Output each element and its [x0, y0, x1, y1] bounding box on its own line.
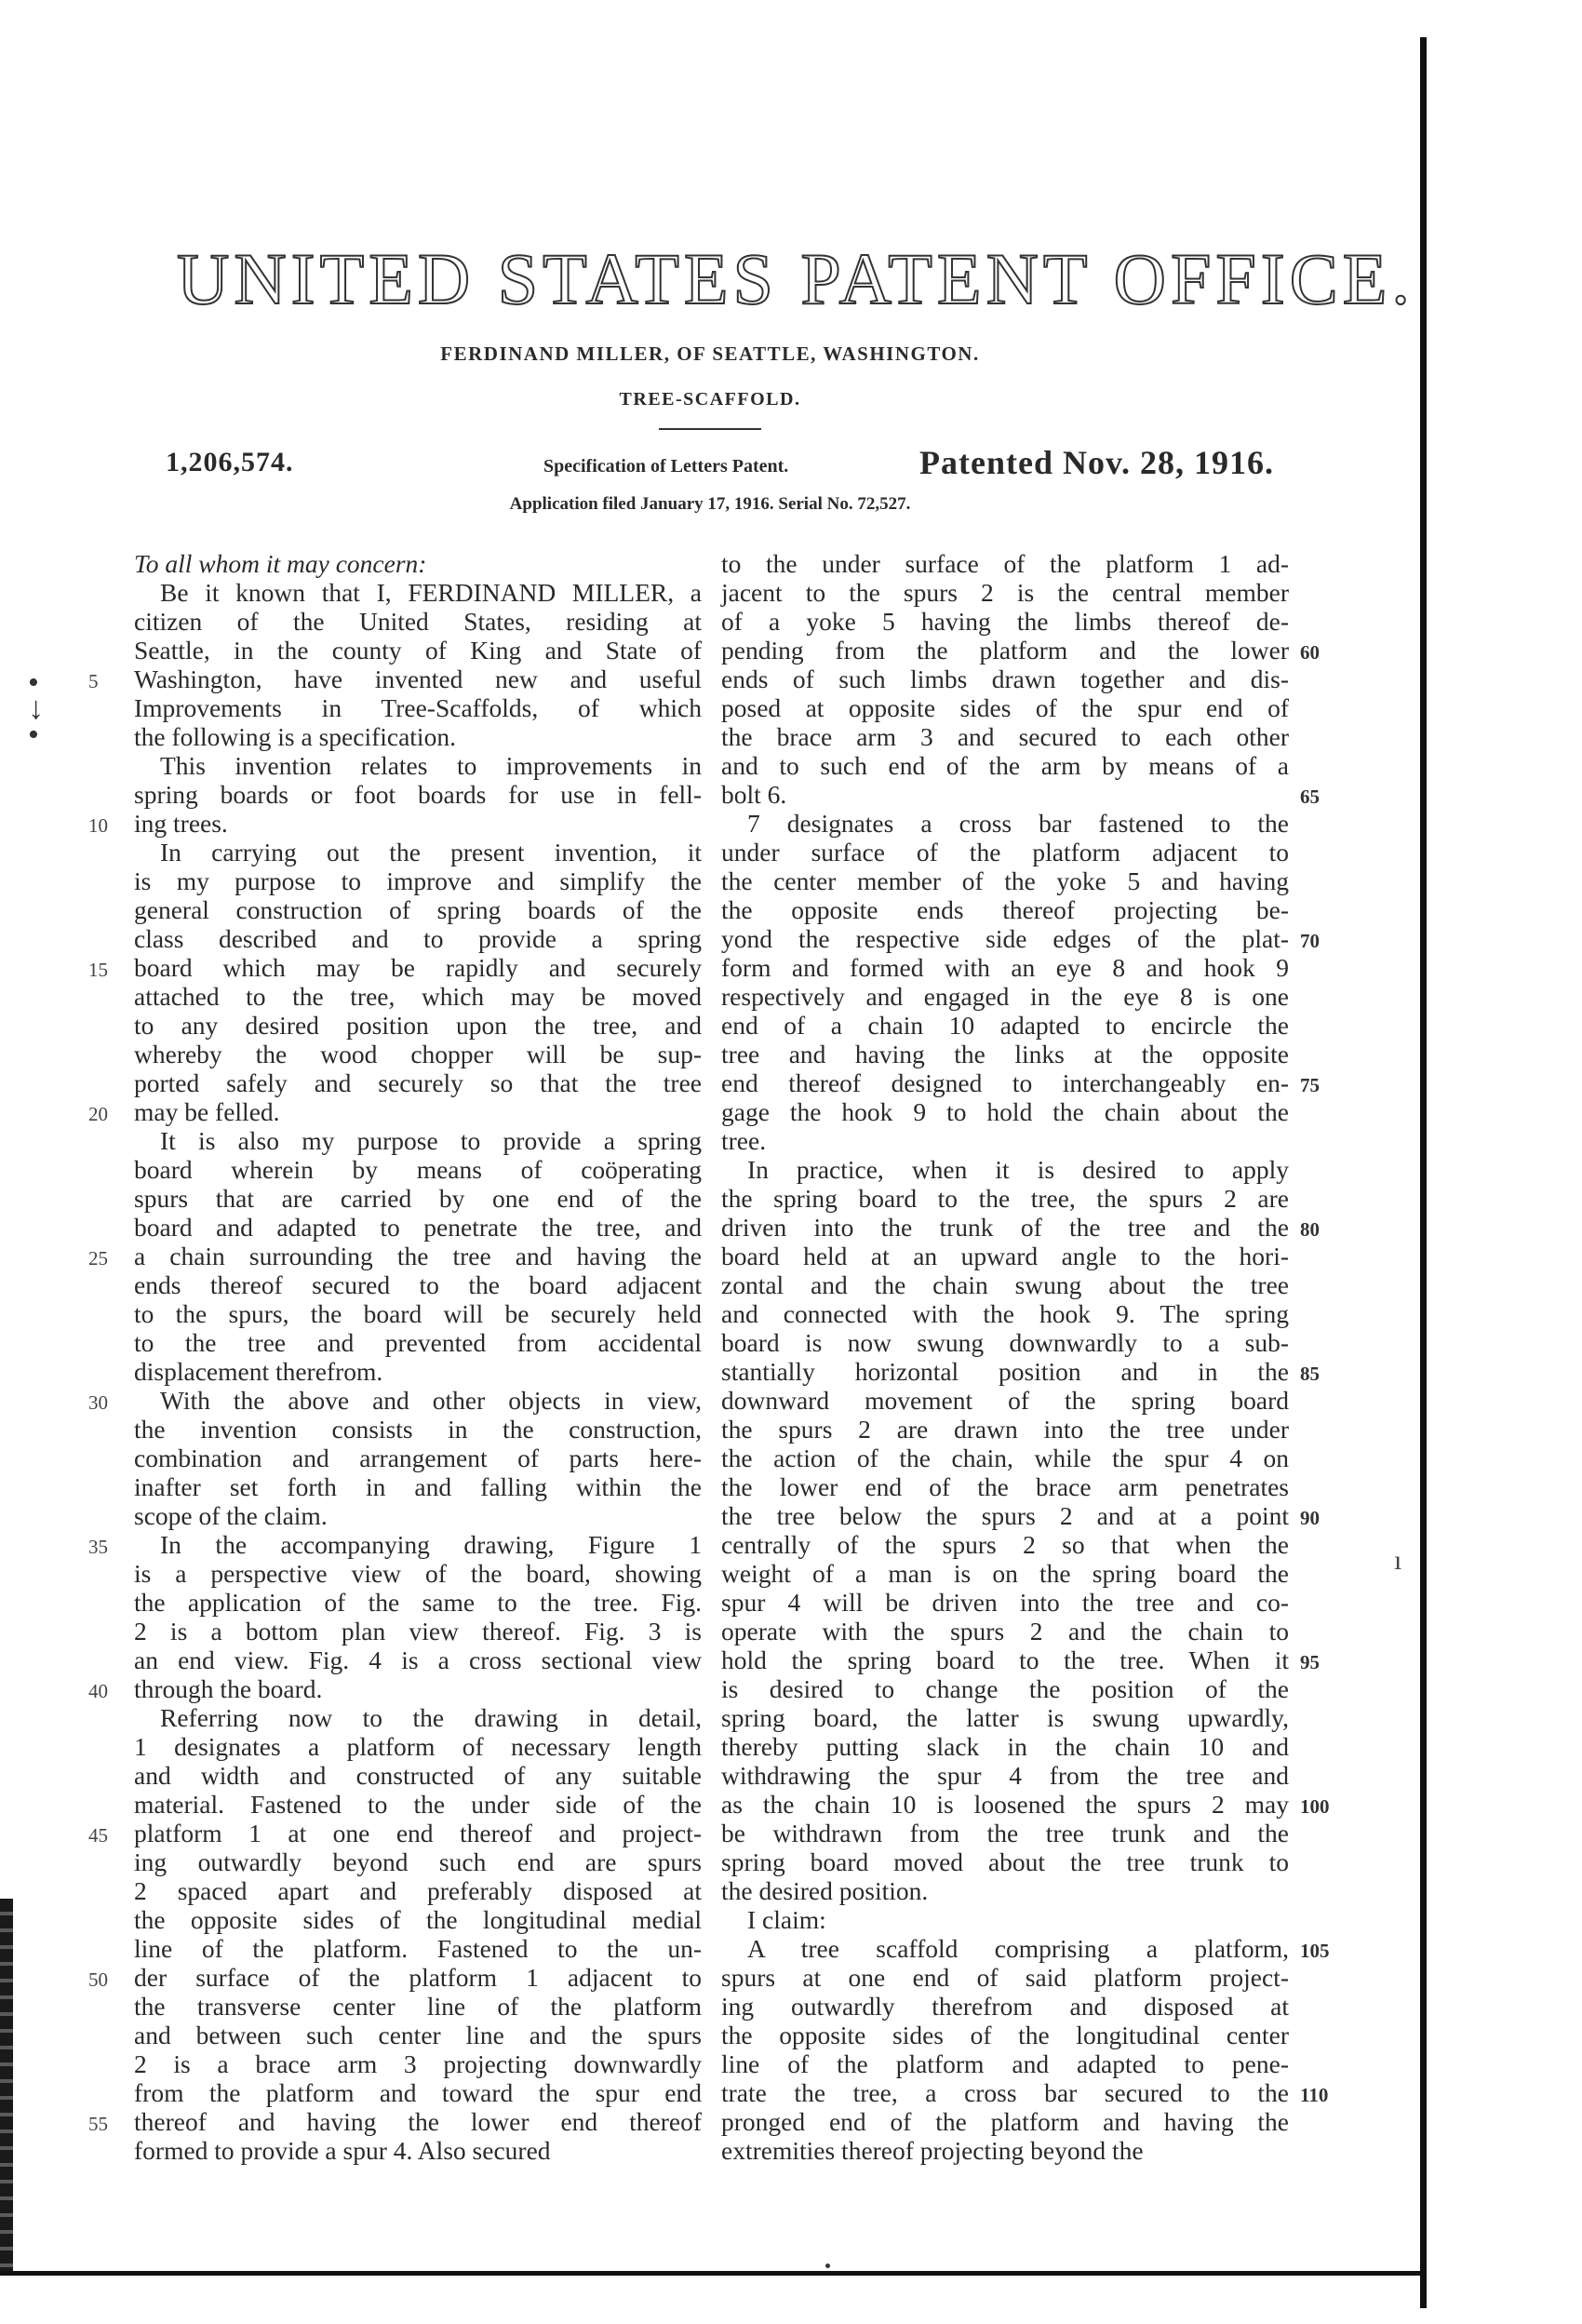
text-line: is desired to change the position of the	[721, 1674, 1289, 1703]
line-number: 50	[88, 1968, 108, 1991]
text-line: This invention relates to improvements in	[160, 751, 702, 780]
text-line: ing outwardly beyond such end are spurs	[134, 1847, 702, 1876]
text-line: the action of the chain, while the spur 4 on	[721, 1444, 1289, 1472]
line-number: 15	[88, 959, 108, 981]
text-line: the spring board to the tree, the spurs 2 are	[721, 1184, 1289, 1213]
text-line: the opposite sides of the longitudinal center	[721, 2021, 1289, 2049]
text-line: line of the platform. Fastened to the un-	[134, 1934, 702, 1963]
text-line: In practice, when it is desired to apply	[747, 1155, 1289, 1184]
text-line: extremities thereof projecting beyond the	[721, 2136, 1144, 2165]
text-line: to the spurs, the board will be securely held	[134, 1299, 702, 1328]
text-line: bolt 6.	[721, 780, 787, 809]
text-line: 7 designates a cross bar fastened to the	[747, 809, 1289, 838]
text-line: to the tree and prevented from accidental	[134, 1328, 702, 1357]
text-line: the desired position.	[721, 1876, 929, 1905]
text-line: the opposite sides of the longitudinal medial	[134, 1905, 702, 1934]
text-line: board which may be rapidly and securely	[134, 953, 702, 982]
text-line: board held at an upward angle to the hori-	[721, 1242, 1289, 1270]
text-line: spring board moved about the tree trunk to	[721, 1847, 1289, 1876]
text-line: Referring now to the drawing in detail,	[160, 1703, 702, 1732]
line-number: 65	[1300, 786, 1320, 808]
line-number: 70	[1300, 930, 1320, 952]
text-line: scope of the claim.	[134, 1501, 328, 1530]
line-number: 75	[1300, 1074, 1320, 1096]
text-line: gage the hook 9 to hold the chain about the	[721, 1097, 1289, 1126]
text-line: the opposite ends thereof projecting be-	[721, 895, 1289, 924]
text-line: to the under surface of the platform 1 ad-	[721, 549, 1289, 578]
text-line: Washington, have invented new and useful	[134, 665, 702, 693]
text-line: 2 is a brace arm 3 projecting downwardly	[134, 2049, 702, 2078]
line-number: 105	[1300, 1940, 1330, 1962]
text-line: board wherein by means of coöperating	[134, 1155, 702, 1184]
line-number: 40	[88, 1680, 108, 1702]
text-line: A tree scaffold comprising a platform,	[747, 1934, 1289, 1963]
text-line: driven into the trunk of the tree and the	[721, 1213, 1289, 1242]
text-line: It is also my purpose to provide a spring	[160, 1126, 702, 1155]
text-line: ends of such limbs drawn together and dis-	[721, 665, 1289, 693]
text-line: spring board, the latter is swung upwardly,	[721, 1703, 1289, 1732]
text-line: a chain surrounding the tree and having the	[134, 1242, 702, 1270]
scan-speck: ı	[1394, 1545, 1402, 1576]
text-line: yond the respective side edges of the plat-	[721, 924, 1289, 953]
text-line: material. Fastened to the under side of the	[134, 1790, 702, 1819]
text-line: spring boards or foot boards for use in fell-	[134, 780, 702, 809]
specification-label: Specification of Letters Patent.	[543, 456, 789, 477]
text-line: 2 spaced apart and preferably disposed at	[134, 1876, 702, 1905]
text-line: the brace arm 3 and secured to each other	[721, 722, 1289, 751]
text-line: the tree below the spurs 2 and at a point	[721, 1501, 1289, 1530]
line-number: 5	[88, 670, 99, 692]
scan-dot	[825, 2264, 830, 2268]
text-line: and connected with the hook 9. The spring	[721, 1299, 1289, 1328]
text-line: from the platform and toward the spur end	[134, 2078, 702, 2107]
left-text-column	[134, 549, 702, 2165]
text-line: ends thereof secured to the board adjacent	[134, 1270, 702, 1299]
line-number: 90	[1300, 1507, 1320, 1529]
text-line: the lower end of the brace arm penetrates	[721, 1472, 1289, 1501]
text-line: is a perspective view of the board, showing	[134, 1559, 702, 1588]
text-line: hold the spring board to the tree. When it	[721, 1646, 1289, 1674]
patent-number: 1,206,574.	[166, 447, 294, 477]
text-line: end of a chain 10 adapted to encircle the	[721, 1011, 1289, 1040]
text-line: spurs that are carried by one end of the	[134, 1184, 702, 1213]
text-line: board and adapted to penetrate the tree, and	[134, 1213, 702, 1242]
text-line: pronged end of the platform and having the	[721, 2107, 1289, 2136]
text-line: centrally of the spurs 2 so that when the	[721, 1530, 1289, 1559]
text-line: 1 designates a platform of necessary length	[134, 1732, 702, 1761]
office-title: UNITED STATES PATENT OFFICE.	[177, 238, 1414, 319]
text-line: as the chain 10 is loosened the spurs 2 may	[721, 1790, 1289, 1819]
text-line: class described and to provide a spring	[134, 924, 702, 953]
line-number: 110	[1300, 2084, 1329, 2106]
scan-specks: • ↓ •	[28, 665, 44, 752]
text-line: board is now swung downwardly to a sub-	[721, 1328, 1289, 1357]
line-number: 100	[1300, 1795, 1330, 1818]
invention-title: TREE-SCAFFOLD.	[619, 389, 801, 410]
text-line: combination and arrangement of parts here-	[134, 1444, 702, 1472]
text-line: displacement therefrom.	[134, 1357, 383, 1386]
text-line: citizen of the United States, residing at	[134, 607, 702, 636]
text-line: of a yoke 5 having the limbs thereof de-	[721, 607, 1289, 636]
application-filed-line: Application filed January 17, 1916. Serial No. 72,527.	[509, 494, 911, 514]
text-line: and width and constructed of any suitable	[134, 1761, 702, 1790]
text-line: der surface of the platform 1 adjacent to	[134, 1963, 702, 1992]
text-line: and to such end of the arm by means of a	[721, 751, 1289, 780]
text-line: thereby putting slack in the chain 10 and	[721, 1732, 1289, 1761]
scan-edge-left	[0, 1899, 13, 2271]
text-line: jacent to the spurs 2 is the central member	[721, 578, 1289, 607]
patented-date: Patented Nov. 28, 1916.	[919, 444, 1274, 481]
text-line: ing trees.	[134, 809, 228, 838]
text-line: general construction of spring boards of the	[134, 895, 702, 924]
scan-edge-bottom	[0, 2271, 1427, 2276]
text-line: may be felled.	[134, 1097, 280, 1126]
text-line: attached to the tree, which may be moved	[134, 982, 702, 1011]
line-number: 35	[88, 1536, 108, 1558]
text-line: formed to provide a spur 4. Also secured	[134, 2136, 551, 2165]
text-line: ported safely and securely so that the tree	[134, 1068, 702, 1097]
text-line: an end view. Fig. 4 is a cross sectional view	[134, 1646, 702, 1674]
text-line: the center member of the yoke 5 and having	[721, 866, 1289, 895]
text-line: withdrawing the spur 4 from the tree and	[721, 1761, 1289, 1790]
text-line: under surface of the platform adjacent to	[721, 838, 1289, 866]
line-number: 30	[88, 1391, 108, 1414]
text-line: thereof and having the lower end thereof	[134, 2107, 702, 2136]
text-line: Be it known that I, FERDINAND MILLER, a	[160, 578, 702, 607]
text-line: zontal and the chain swung about the tree	[721, 1270, 1289, 1299]
text-line: In carrying out the present invention, it	[160, 838, 702, 866]
text-line: downward movement of the spring board	[721, 1386, 1289, 1415]
text-line: 2 is a bottom plan view thereof. Fig. 3 is	[134, 1617, 702, 1646]
text-line: stantially horizontal position and in the	[721, 1357, 1289, 1386]
scan-edge-right	[1420, 37, 1427, 2308]
text-line: To all whom it may concern:	[134, 549, 427, 578]
line-number: 20	[88, 1103, 108, 1125]
line-number: 45	[88, 1824, 108, 1847]
text-line: Seattle, in the county of King and State of	[134, 636, 702, 665]
right-text-column	[721, 549, 1289, 2165]
text-line: posed at opposite sides of the spur end of	[721, 693, 1289, 722]
text-line: form and formed with an eye 8 and hook 9	[721, 953, 1289, 982]
inventor-line: FERDINAND MILLER, OF SEATTLE, WASHINGTON.	[440, 343, 980, 365]
text-line: pending from the platform and the lower	[721, 636, 1289, 665]
text-line: inafter set forth in and falling within the	[134, 1472, 702, 1501]
text-line: the following is a specification.	[134, 722, 456, 751]
title-rule	[659, 428, 761, 430]
text-line: I claim:	[747, 1905, 826, 1934]
text-line: Improvements in Tree-Scaffolds, of which	[134, 693, 702, 722]
text-line: the spurs 2 are drawn into the tree under	[721, 1415, 1289, 1444]
text-line: to any desired position upon the tree, and	[134, 1011, 702, 1040]
text-line: the transverse center line of the platform	[134, 1992, 702, 2021]
text-line: end thereof designed to interchangeably en-	[721, 1068, 1289, 1097]
text-line: whereby the wood chopper will be sup-	[134, 1040, 702, 1068]
text-line: operate with the spurs 2 and the chain to	[721, 1617, 1289, 1646]
text-line: and between such center line and the spurs	[134, 2021, 702, 2049]
text-line: the application of the same to the tree. Fig.	[134, 1588, 702, 1617]
text-line: respectively and engaged in the eye 8 is one	[721, 982, 1289, 1011]
line-number: 85	[1300, 1363, 1320, 1385]
text-line: spur 4 will be driven into the tree and co-	[721, 1588, 1289, 1617]
text-line: trate the tree, a cross bar secured to the	[721, 2078, 1289, 2107]
text-line: is my purpose to improve and simplify the	[134, 866, 702, 895]
line-number: 25	[88, 1247, 108, 1269]
text-line: tree.	[721, 1126, 767, 1155]
text-line: tree and having the links at the opposite	[721, 1040, 1289, 1068]
text-line: through the board.	[134, 1674, 323, 1703]
line-number: 95	[1300, 1651, 1320, 1673]
text-line: be withdrawn from the tree trunk and the	[721, 1819, 1289, 1847]
text-line: With the above and other objects in view,	[160, 1386, 702, 1415]
line-number: 80	[1300, 1218, 1320, 1241]
text-line: the invention consists in the construction,	[134, 1415, 702, 1444]
text-line: spurs at one end of said platform project-	[721, 1963, 1289, 1992]
text-line: platform 1 at one end thereof and project-	[134, 1819, 702, 1847]
text-line: ing outwardly therefrom and disposed at	[721, 1992, 1289, 2021]
text-line: weight of a man is on the spring board the	[721, 1559, 1289, 1588]
text-line: line of the platform and adapted to pene-	[721, 2049, 1289, 2078]
line-number: 60	[1300, 641, 1320, 664]
line-number: 55	[88, 2113, 108, 2135]
line-number: 10	[88, 814, 108, 837]
text-line: In the accompanying drawing, Figure 1	[160, 1530, 702, 1559]
